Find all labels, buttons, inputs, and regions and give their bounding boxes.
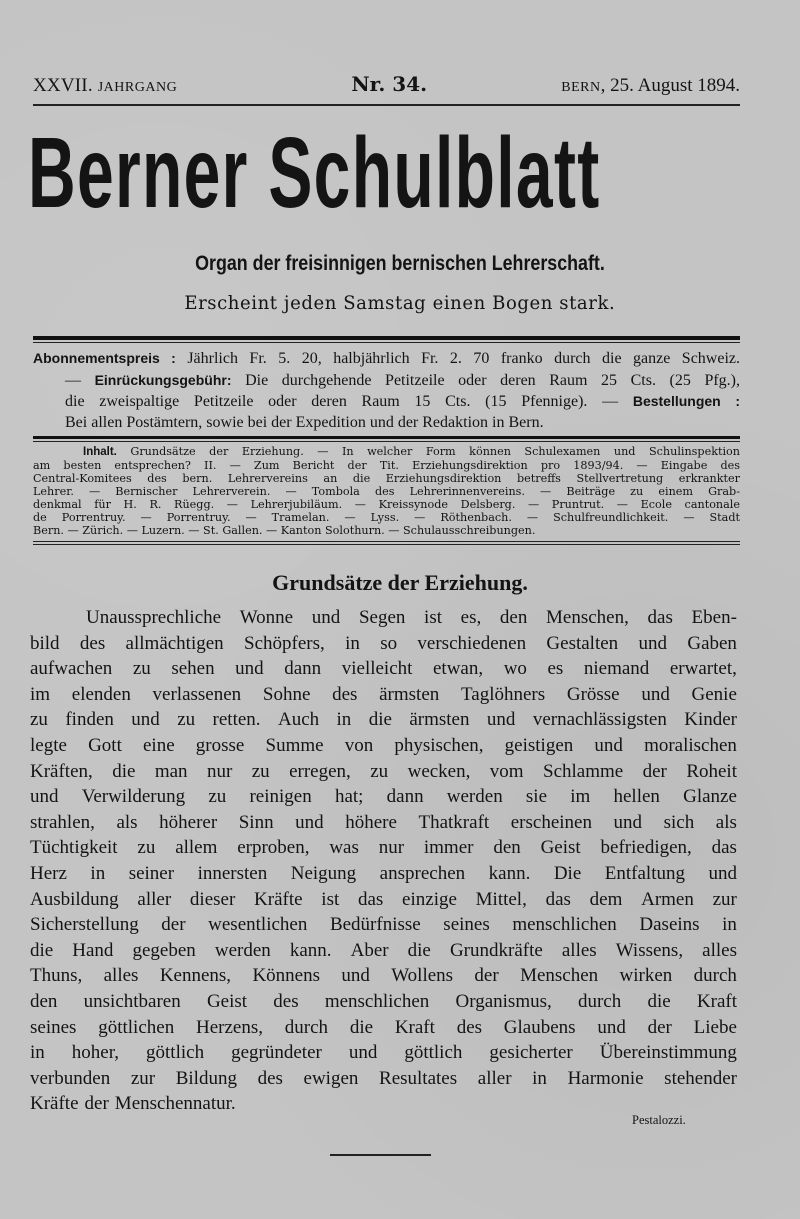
word: höherer [159,811,218,833]
word: Gaben [687,632,737,654]
word: und [486,709,516,731]
word: menschlichen [512,914,617,936]
word: Bedürfnisse [329,914,421,936]
subtitle-text: Organ der freisinnigen bernischen Lehrerschaft. [195,252,605,275]
word: Unaussprechliche [86,607,222,628]
word: Grundkräfte [449,939,543,961]
word: seines [443,914,490,936]
word: im [570,786,591,808]
word: Liebe [693,1016,737,1038]
contents-line: am besten entsprechen? II. — Zum Bericht der Tit. Erziehungsdirektion pro 1893/94. — Eingabe des [33,459,740,472]
word: zur [130,1067,156,1089]
word: ansprechen [379,862,466,884]
dash: — [65,371,81,389]
word: Sicherstellung [30,914,139,936]
subscription-line-1 [33,348,740,370]
article-line [30,963,737,989]
word: Aber [350,939,389,961]
word: ist [321,888,340,910]
word: des [257,1067,283,1089]
word: hat; [334,786,364,808]
article-line [30,1066,737,1092]
word: der [84,1093,109,1115]
word: aller [477,1067,512,1089]
word: Neigung [290,862,357,884]
word: Schlamme [543,760,624,782]
word: Thuns, [30,965,83,987]
word: Roheit [686,760,737,782]
word: den [499,607,528,628]
place: BERN [561,80,601,95]
insertion-fee-label: Einrückungsgebühr: [94,371,232,388]
word: das [647,607,673,628]
word: Glanze [683,786,737,808]
word: Kennens, [159,965,232,987]
end-rule [330,1154,431,1156]
article-line [30,656,737,682]
word: zu [208,786,227,808]
word: sie [525,786,548,808]
word: stehender [664,1067,737,1089]
word: göttlichen [98,1016,175,1038]
word: Menschen, [546,607,629,628]
word: erproben, [237,837,310,859]
word: Kraft [696,990,737,1012]
word: Bildung [175,1067,237,1089]
masthead-rule [33,104,740,106]
insertion-fee-text-2: die zweispaltige Petitzeile oder deren Raum 15 Cts. (15 Pfennige). — [65,393,619,410]
rule-mid-thick [33,436,740,439]
word: alles [561,939,597,961]
subscription-block [33,348,740,433]
word: und [235,658,264,680]
word: Genie [691,683,737,705]
word: in [30,1042,45,1064]
word: und [348,1042,378,1064]
word: allmächtigen [125,632,224,654]
contents-line: Central-Komitees des bern. Lehrervereins an die Erziehungsdirektion betreffs Stellvertretung erkrankter [33,472,740,485]
word: Harmonie [567,1067,644,1089]
word: das [545,888,571,910]
word: verschiedenen [417,632,527,654]
word: Segen [358,607,406,628]
word: Auch [277,709,320,731]
word: in [90,862,106,884]
word: des [456,1016,483,1038]
word: moralischen [644,734,737,756]
word: Wollens [391,965,454,987]
word: so [380,632,398,654]
article-title: Grundsätze der Erziehung. [272,570,528,595]
word: sehen [171,658,215,680]
word: und [131,709,160,731]
word: und [597,1016,626,1038]
word: im [30,683,51,705]
article-line [30,810,737,836]
word: und [30,786,59,808]
word: zu [370,760,389,782]
contents-line: denkmal für H. R. Rüegg. — Lehrerjubiläum. — Kreissynode Delsberg. — Pruntrut. — Ecole cantonale [33,498,740,511]
subtitle [0,252,800,276]
word: dieser [189,888,236,910]
table-of-contents [33,445,740,537]
article-line [30,887,737,913]
word: wirken [619,965,673,987]
subscription-line-4: Bei allen Postämtern, sowie bei der Expedition und der Redaktion in Bern. [65,413,544,431]
article-line [30,605,737,631]
word: seines [30,1016,77,1038]
word: die [407,939,431,961]
word: ist [424,607,442,628]
word: Resultates [379,1067,458,1089]
word: die [647,990,671,1012]
word: Mittel, [475,888,527,910]
article-line [30,835,737,861]
word: erscheinen [510,811,592,833]
article-line [30,631,737,657]
word: von [344,734,374,756]
word: physischen, [394,734,484,756]
subscription-price-label: Abonnementspreis : [33,350,176,366]
word: den [493,837,521,859]
word: Gestalten [546,632,619,654]
word: Kraft [394,1016,435,1038]
word: ärmsten [379,683,440,705]
word: der [642,760,667,782]
word: retten. [212,709,261,731]
word: Wonne [239,607,294,628]
contents-label: Inhalt. [83,446,117,458]
word: die [368,709,392,731]
word: und [708,862,737,884]
word: die [349,1016,374,1038]
word: wesentlichen [208,914,308,936]
word: niemand [583,658,650,680]
word: göttlich [146,1042,205,1064]
word: durch [577,990,622,1012]
word: erwartet, [669,658,737,680]
rule-bottom-2 [33,544,740,545]
word: Kräfte [254,888,303,910]
volume-numeral: XXVII. [33,75,93,96]
word: kann. [488,862,531,884]
word: die [112,760,136,782]
word: der [647,1016,672,1038]
article-line [30,759,737,785]
word: vielleicht [341,658,413,680]
word: reinigen [249,786,312,808]
word: höhere [345,811,397,833]
word: seiner [128,862,175,884]
word: Hand [72,939,114,961]
word: in [336,709,352,731]
contents-line: Lehrer. — Bernischer Lehrerverein. — Tombola des Lehrerinnenvereins. — Beiträge zu einem Grab- [33,485,740,498]
word: wo [503,658,527,680]
insertion-fee-text: Die durchgehende Petitzeile oder deren Raum 25 Cts. (25 Pfg.), [245,371,741,389]
article-line [30,861,737,887]
contents-text: Grundsätze der Erziehung. — In welcher Form können Schulexamen und Schulinspektion [130,445,740,458]
word: das [711,837,737,859]
word: als [116,811,138,833]
word: zu [30,709,48,731]
word: aufwachen [30,658,113,680]
word: in [345,632,360,654]
volume-word: JAHRGANG [97,80,178,95]
word: vernachlässigsten [532,709,667,731]
word: und [638,632,668,654]
article-line [30,912,737,938]
word: Summe [265,734,324,756]
rule-bottom-1 [33,541,740,542]
word: werden [214,939,271,961]
word: Könnens [252,965,320,987]
word: die [30,939,54,961]
word: man [154,760,188,782]
word: Menschennatur. [114,1093,236,1115]
word: in [722,914,737,936]
word: des [79,632,106,654]
article-line [30,707,737,733]
article-line [30,733,737,759]
word: alles [702,939,737,961]
word: des [273,990,299,1012]
word: göttlich [404,1042,463,1064]
word: Kräften, [30,760,93,782]
word: unsichtbaren [83,990,181,1012]
orders-label: Bestellungen : [632,393,740,409]
word: legte [30,734,67,756]
word: wecken, [407,760,471,782]
word: gegeben [132,939,196,961]
word: Tüchtigkeit [30,837,118,859]
word: Sinn [238,811,274,833]
word: den [30,990,58,1012]
article-body [30,605,737,1117]
word: finden [65,709,114,731]
word: es, [460,607,482,628]
word: Entfaltung [604,862,685,884]
word: Verwilderung [81,786,186,808]
word: durch [693,965,737,987]
word: Menschen [520,965,599,987]
word: erregen, [289,760,351,782]
word: werden [446,786,503,808]
subscription-price-text: Jährlich Fr. 5. 20, halbjährlich Fr. 2. 70 franko durch die ganze Schweiz. [187,350,740,367]
word: Ausbildung [30,888,119,910]
word: nur [378,837,405,859]
article-line [30,1040,737,1066]
word: bild [30,632,60,654]
volume-info [33,75,177,97]
word: Übereinstimmung [599,1042,737,1064]
article-line [30,784,737,810]
word: durch [284,1016,329,1038]
article-line [30,1091,737,1117]
word: ärmsten [409,709,470,731]
rule-mid-thin [33,441,740,442]
word: strahlen, [30,811,95,833]
subscription-line-2 [33,370,740,392]
word: Grösse [566,683,620,705]
word: Geist [206,990,248,1012]
word: vom [489,760,524,782]
word: was [329,837,359,859]
word: und [613,811,643,833]
word: Armen [641,888,694,910]
word: hoher, [71,1042,120,1064]
word: innersten [197,862,268,884]
word: befriedigen, [600,837,692,859]
word: dann [284,658,322,680]
word: Herzens, [195,1016,263,1038]
word: dem [589,888,623,910]
word: Geist [540,837,581,859]
word: zu [251,760,270,782]
word: und [311,607,341,628]
word: aller [137,888,172,910]
word: es [547,658,564,680]
word: zu [132,658,151,680]
word: gegründeter [231,1042,322,1064]
word: Daseins [639,914,700,936]
word: Glaubens [503,1016,576,1038]
contents-line: Bern. — Zürich. — Luzern. — St. Gallen. — Kanton Solothurn. — Schulausschreibungen. [33,524,536,537]
word: geistigen [504,734,574,756]
word: nur [206,760,233,782]
word: alles [103,965,139,987]
rule-top-thick [33,336,740,340]
word: hellen [613,786,660,808]
word: elenden [71,683,131,705]
word: der [161,914,186,936]
article-line [30,989,737,1015]
word: Die [553,862,582,884]
word: Eben- [691,607,737,628]
issue-number: Nr. 34. [351,72,428,96]
article-line [30,1015,737,1041]
word: immer [423,837,474,859]
word: Schöpfers, [244,632,325,654]
date: , 25. August 1894. [600,75,740,96]
word: gesicherter [489,1042,573,1064]
word: zu [177,709,196,731]
word: einzige [402,888,457,910]
word: Kinder [684,709,737,731]
article-signature: Pestalozzi. [632,1113,686,1127]
word: zur [712,888,737,910]
word: grosse [195,734,245,756]
newspaper-title: Berner Schulblatt [28,117,601,229]
tagline-text: Erscheint jeden Samstag einen Bogen stark. [184,292,616,314]
word: Kräfte [30,1093,79,1115]
word: Thatkraft [418,811,490,833]
word: ewigen [303,1067,359,1089]
word: Wissens, [615,939,684,961]
word: dann [386,786,424,808]
article-line [30,682,737,708]
rule-top-thin [33,342,740,343]
word: menschlichen [324,990,430,1012]
word: des [332,683,358,705]
word: zu [137,837,156,859]
masthead-line [33,72,740,98]
place-date [561,75,740,97]
subscription-line-3 [33,391,740,413]
word: verlassenen [152,683,242,705]
word: Herz [30,862,67,884]
contents-line: de Porrentruy. — Porrentruy. — Tramelan. — Lyss. — Röthenbach. — Schulfreundlichkeit. — Stadt [33,511,740,524]
article-line [30,938,737,964]
word: das [357,888,384,910]
word: und [594,734,623,756]
word: Organismus, [455,990,552,1012]
word: Sohne [262,683,311,705]
tagline [0,292,800,314]
word: eine [143,734,175,756]
word: und [341,965,370,987]
word: Taglöhners [460,683,546,705]
word: und [295,811,324,833]
word: allem [175,837,218,859]
word: kann. [289,939,332,961]
word: in [532,1067,547,1089]
word: als [715,811,737,833]
word: sich [663,811,695,833]
word: und [641,683,670,705]
word: etwan, [433,658,484,680]
word: der [474,965,499,987]
word: verbunden [30,1067,111,1089]
word: Gott [88,734,122,756]
contents-line [33,445,740,459]
